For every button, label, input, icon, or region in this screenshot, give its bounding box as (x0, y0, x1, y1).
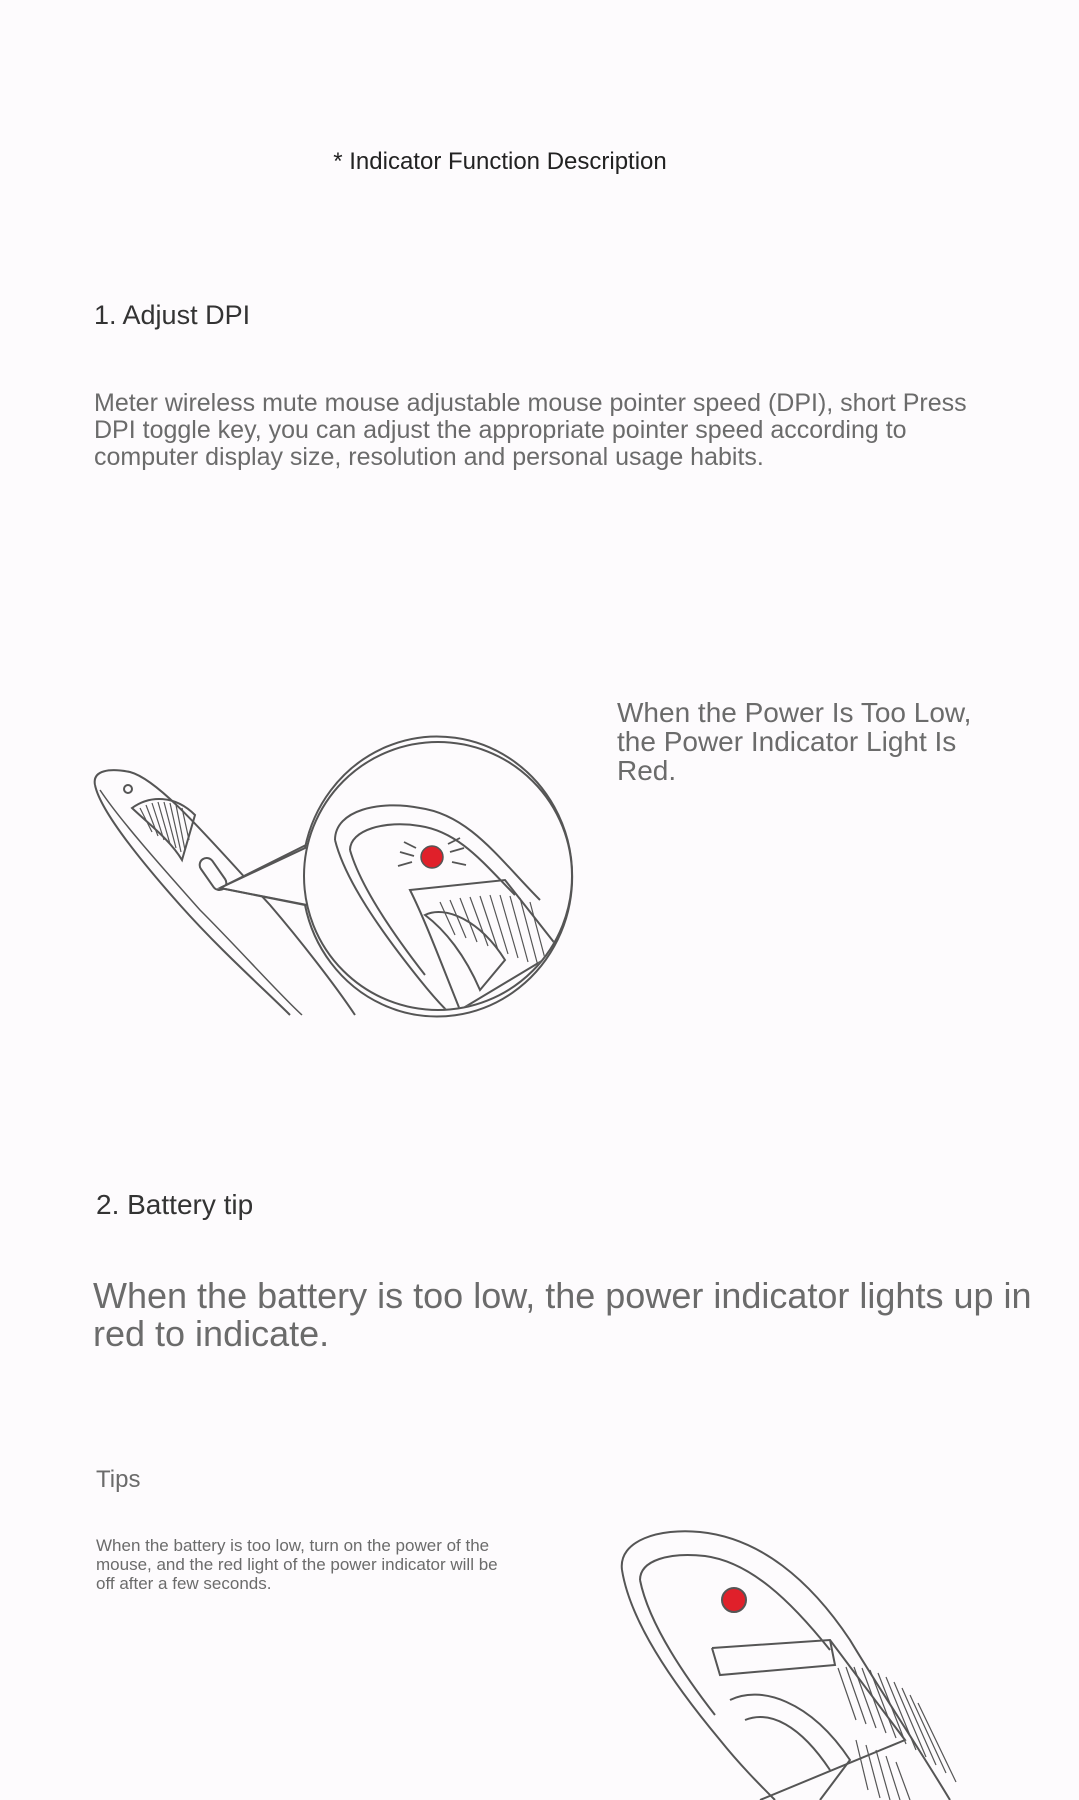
dpi-description: Meter wireless mute mouse adjustable mouse pointer speed (DPI), short Press DPI toggle key, you can adjust the appropriate pointer speed according to computer display size, resolution and personal usage habits. (94, 389, 967, 471)
red-indicator-light-icon (722, 1588, 746, 1612)
tips-label: Tips (96, 1466, 141, 1493)
tips-text: When the battery is too low, turn on the power of the mouse, and the red light of the power indicator will be off after a few seconds. (96, 1536, 498, 1593)
page-title: * Indicator Function Description (333, 148, 667, 175)
section-heading-dpi: 1. Adjust DPI (94, 300, 251, 330)
low-power-note: When the Power Is Too Low, the Power Indicator Light Is Red. (617, 697, 972, 786)
battery-description: When the battery is too low, the power indicator lights up in red to indicate. (93, 1275, 1032, 1354)
section-heading-battery: 2. Battery tip (96, 1189, 254, 1220)
red-indicator-light-icon (421, 846, 443, 868)
